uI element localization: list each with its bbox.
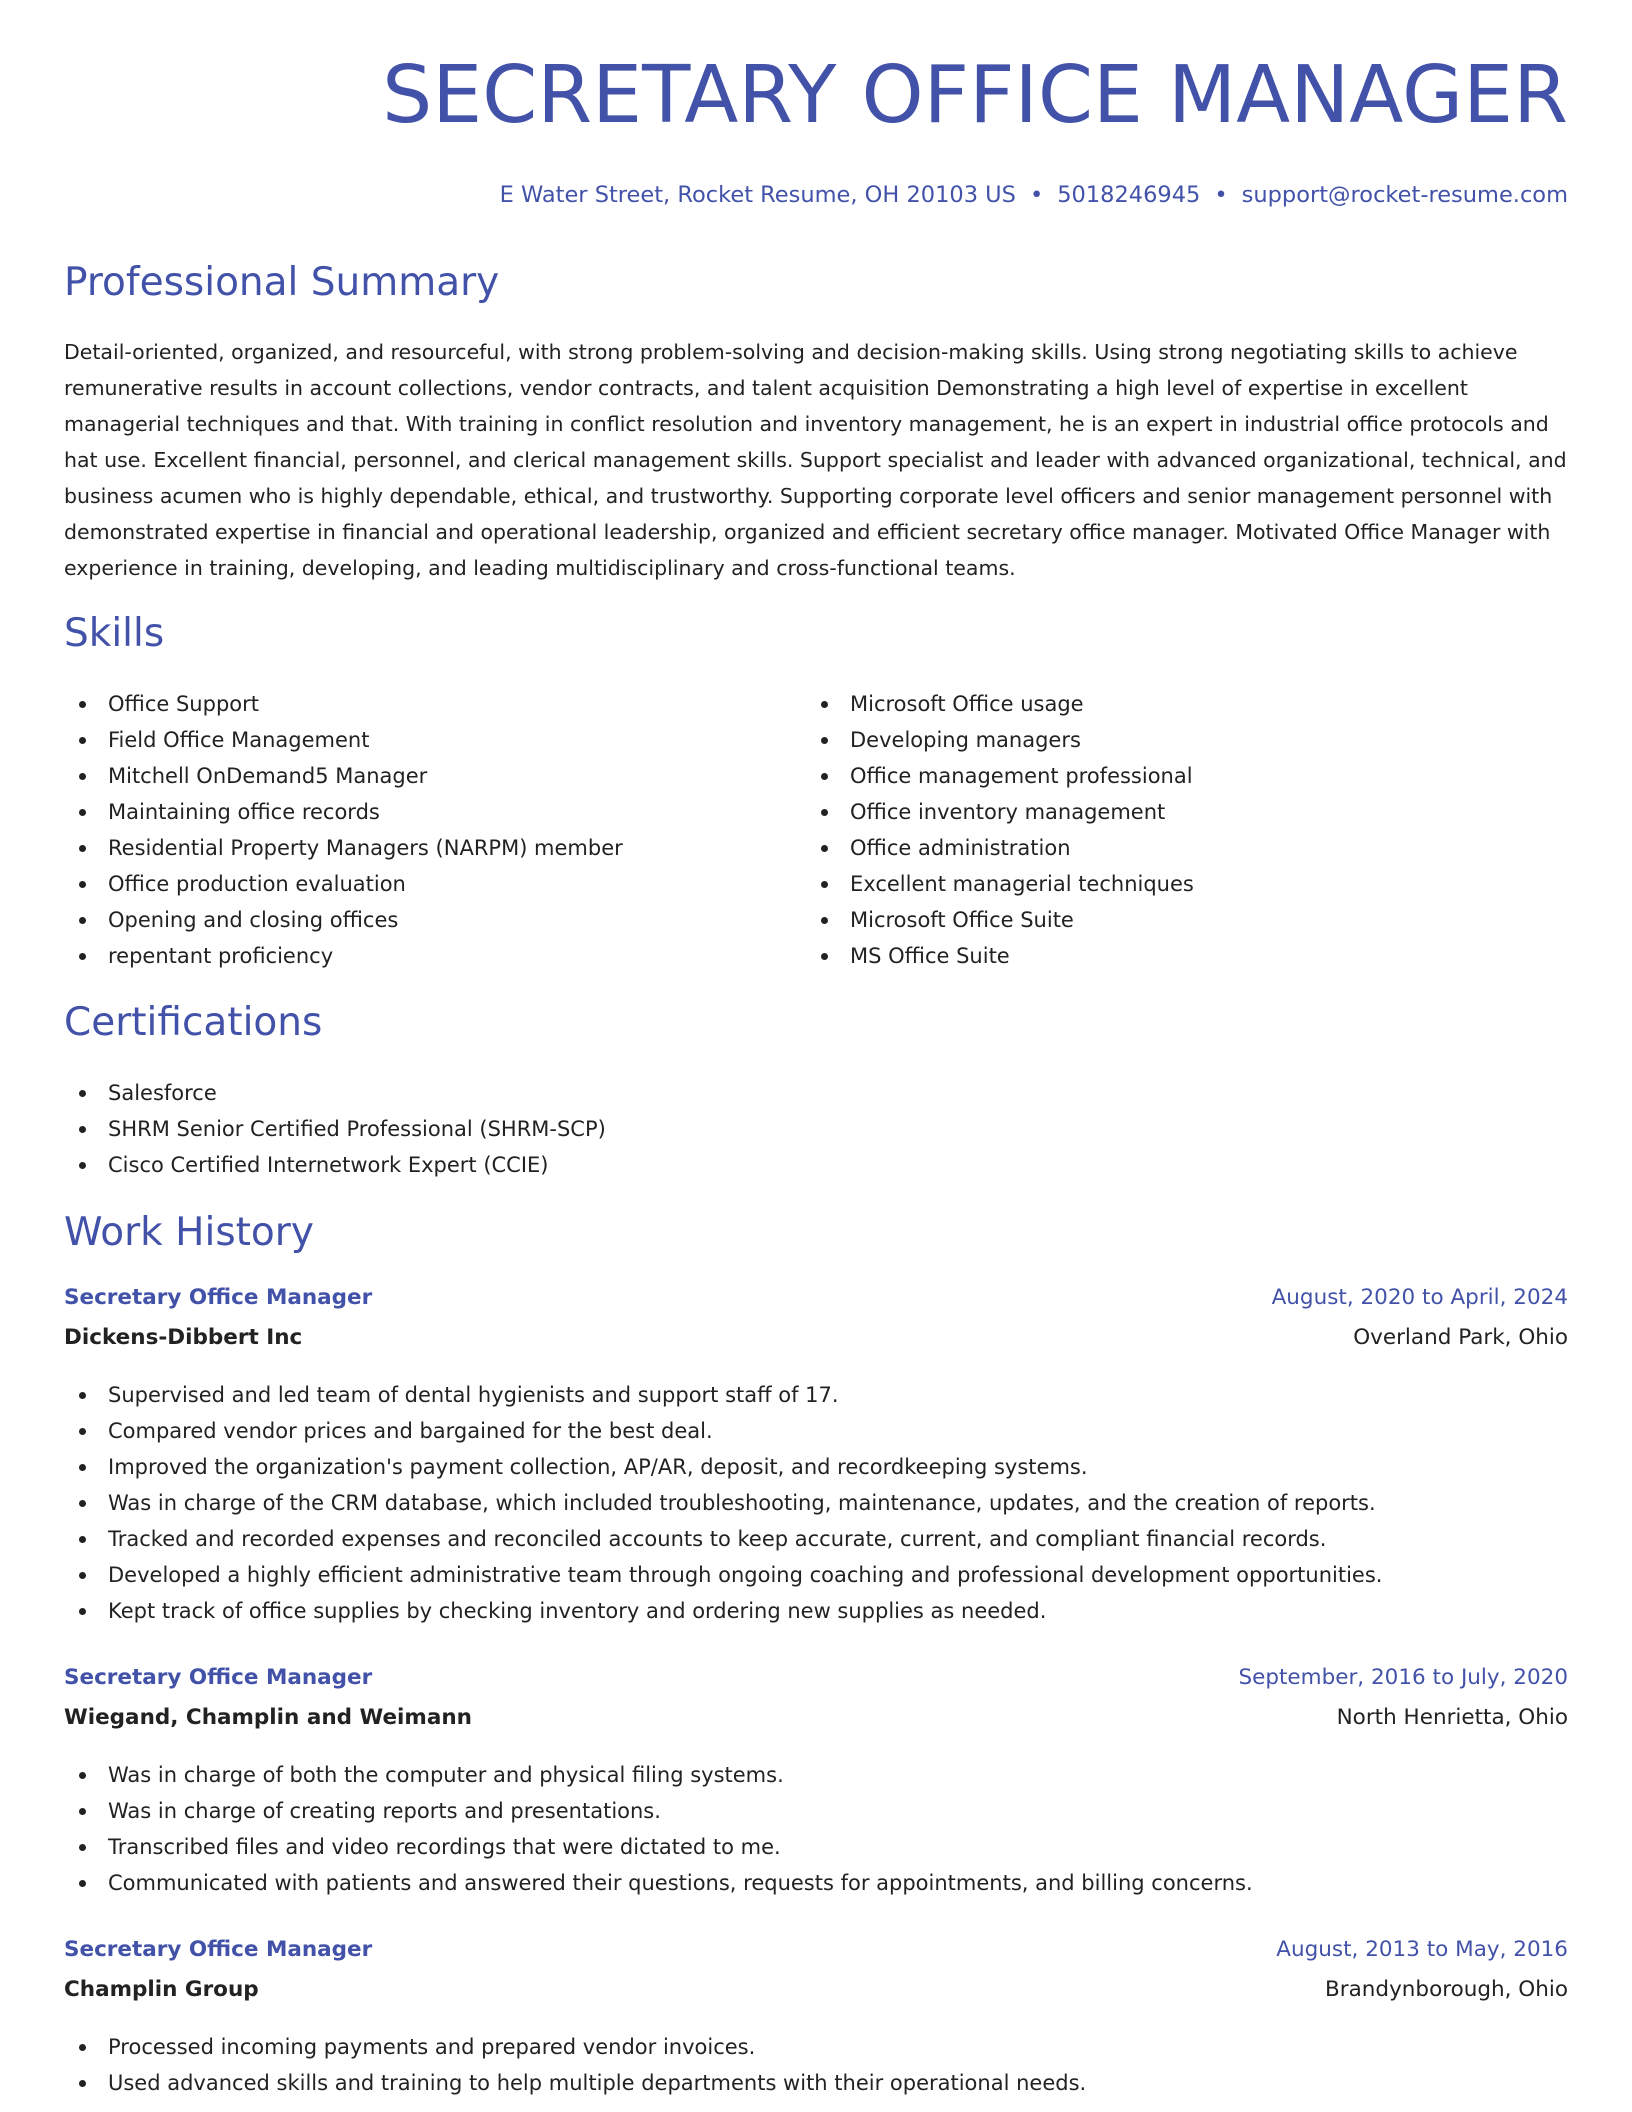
job-responsibility-item-text: Processed incoming payments and prepared vendor invoices. bbox=[108, 2035, 756, 2059]
skill-item-text: Maintaining office records bbox=[108, 800, 380, 824]
job-title: Secretary Office Manager bbox=[64, 1285, 373, 1310]
job-title-row bbox=[64, 1285, 1568, 1325]
job-responsibility-item-text: Was in charge of creating reports and presentations. bbox=[108, 1799, 661, 1823]
job-responsibility-item-text: Developed a highly efficient administrative team through ongoing coaching and professional development opportunities. bbox=[108, 1563, 1383, 1587]
job-responsibility-item bbox=[64, 1413, 1568, 1449]
bullet-icon bbox=[79, 953, 86, 960]
job-location: Overland Park, Ohio bbox=[1353, 1325, 1568, 1350]
skills-heading: Skills bbox=[64, 611, 165, 656]
skill-item-text: Field Office Management bbox=[108, 728, 370, 752]
job-responsibilities bbox=[64, 1377, 1568, 1629]
bullet-icon bbox=[79, 2080, 86, 2087]
bullet-icon bbox=[821, 737, 828, 744]
bullet-icon bbox=[79, 1772, 86, 1779]
bullet-icon bbox=[79, 1392, 86, 1399]
job-responsibilities bbox=[64, 2029, 1568, 2101]
job-location: Brandynborough, Ohio bbox=[1325, 1977, 1568, 2002]
skill-item-text: Developing managers bbox=[850, 728, 1081, 752]
job-responsibility-list bbox=[64, 1757, 1568, 1901]
bullet-icon bbox=[79, 1808, 86, 1815]
skill-item bbox=[64, 758, 804, 794]
job-dates: August, 2020 to April, 2024 bbox=[1271, 1285, 1568, 1310]
bullet-icon bbox=[821, 953, 828, 960]
job-company-row bbox=[64, 1325, 1568, 1365]
job-responsibility-item-text: Tracked and recorded expenses and reconciled accounts to keep accurate, current, and compliant financial records. bbox=[108, 1527, 1327, 1551]
bullet-icon bbox=[79, 1090, 86, 1097]
bullet-icon bbox=[79, 1464, 86, 1471]
certification-item-text: Cisco Certified Internetwork Expert (CCIE) bbox=[108, 1153, 549, 1177]
bullet-icon bbox=[821, 809, 828, 816]
job-responsibility-item-text: Transcribed files and video recordings that were dictated to me. bbox=[108, 1835, 781, 1859]
contact-separator: • bbox=[1214, 182, 1228, 208]
bullet-icon bbox=[79, 773, 86, 780]
job-responsibility-item bbox=[64, 1829, 1568, 1865]
bullet-icon bbox=[79, 845, 86, 852]
bullet-icon bbox=[79, 1608, 86, 1615]
skill-item-text: Office Support bbox=[108, 692, 259, 716]
bullet-icon bbox=[79, 809, 86, 816]
bullet-icon bbox=[79, 1500, 86, 1507]
skill-item bbox=[806, 866, 1546, 902]
skill-item-text: repentant proficiency bbox=[108, 944, 334, 968]
job-responsibility-list bbox=[64, 1377, 1568, 1629]
bullet-icon bbox=[821, 773, 828, 780]
job-responsibility-item bbox=[64, 2029, 1568, 2065]
skill-item-text: Office inventory management bbox=[850, 800, 1166, 824]
job-responsibility-item-text: Used advanced skills and training to help multiple departments with their operational needs. bbox=[108, 2071, 1087, 2095]
job-title-row bbox=[64, 1665, 1568, 1705]
bullet-icon bbox=[821, 701, 828, 708]
job-company-row bbox=[64, 1977, 1568, 2017]
job-responsibility-item-text: Communicated with patients and answered their questions, requests for appointments, and billing concerns. bbox=[108, 1871, 1253, 1895]
job-responsibility-item-text: Kept track of office supplies by checking inventory and ordering new supplies as needed. bbox=[108, 1599, 1047, 1623]
skill-item bbox=[64, 686, 804, 722]
contact-line bbox=[500, 182, 1568, 208]
job-responsibility-item-text: Was in charge of the CRM database, which included troubleshooting, maintenance, updates, and the creation of reports. bbox=[108, 1491, 1376, 1515]
skill-item-text: Office production evaluation bbox=[108, 872, 406, 896]
job-responsibility-item-text: Was in charge of both the computer and physical filing systems. bbox=[108, 1763, 784, 1787]
bullet-icon bbox=[79, 1844, 86, 1851]
certification-item-text: SHRM Senior Certified Professional (SHRM-SCP) bbox=[108, 1117, 606, 1141]
bullet-icon bbox=[79, 917, 86, 924]
skill-item bbox=[64, 722, 804, 758]
summary-heading: Professional Summary bbox=[64, 260, 500, 305]
job-entry bbox=[64, 1937, 1568, 2101]
job-company-row bbox=[64, 1705, 1568, 1745]
bullet-icon bbox=[821, 881, 828, 888]
certification-item bbox=[64, 1147, 964, 1183]
skills-list-right bbox=[806, 686, 1546, 974]
certifications-heading: Certifications bbox=[64, 1000, 323, 1045]
contact-separator: • bbox=[1029, 182, 1044, 208]
job-responsibility-item bbox=[64, 1449, 1568, 1485]
job-responsibility-list bbox=[64, 2029, 1568, 2101]
certification-item bbox=[64, 1075, 964, 1111]
skill-item-text: Mitchell OnDemand5 Manager bbox=[108, 764, 428, 788]
job-responsibility-item bbox=[64, 1793, 1568, 1829]
job-responsibility-item-text: Compared vendor prices and bargained for the best deal. bbox=[108, 1419, 713, 1443]
skill-item-text: Excellent managerial techniques bbox=[850, 872, 1194, 896]
skill-item-text: MS Office Suite bbox=[850, 944, 1010, 968]
job-entry bbox=[64, 1665, 1568, 1901]
skills-column-left bbox=[64, 686, 804, 974]
candidate-name: SECRETARY OFFICE MANAGER bbox=[382, 49, 1568, 141]
bullet-icon bbox=[79, 1572, 86, 1579]
job-responsibility-item-text: Improved the organization's payment collection, AP/AR, deposit, and recordkeeping systems. bbox=[108, 1455, 1088, 1479]
bullet-icon bbox=[79, 1880, 86, 1887]
skill-item bbox=[64, 830, 804, 866]
bullet-icon bbox=[821, 917, 828, 924]
skill-item bbox=[806, 722, 1546, 758]
summary-text: Detail-oriented, organized, and resourceful, with strong problem-solving and decision-making skills. Using strong negotiating skills to achieve remunerative results in account collections, vendor contracts, and talent acquisition Demonstrating a high level of expertise in excellent managerial techniques and that. With training in conflict resolution and inventory management, he is an expert in industrial office protocols and hat use. Excellent financial, personnel, and clerical management skills. Support specialist and leader with advanced organizational, technical, and business acumen who is highly dependable, ethical, and trustworthy. Supporting corporate level officers and senior management personnel with demonstrated expertise in financial and operational leadership, organized and efficient secretary office manager. Motivated Office Manager with experience in training, developing, and leading multidisciplinary and cross-functional teams. bbox=[64, 340, 1567, 580]
skill-item-text: Microsoft Office Suite bbox=[850, 908, 1074, 932]
bullet-icon bbox=[79, 1126, 86, 1133]
job-responsibility-item bbox=[64, 1485, 1568, 1521]
bullet-icon bbox=[79, 2044, 86, 2051]
contact-address: E Water Street, Rocket Resume, OH 20103 US bbox=[499, 182, 1016, 208]
work-history-heading: Work History bbox=[64, 1210, 314, 1255]
skills-column-right bbox=[806, 686, 1546, 974]
skill-item-text: Office administration bbox=[850, 836, 1071, 860]
skill-item bbox=[806, 938, 1546, 974]
bullet-icon bbox=[79, 881, 86, 888]
job-responsibilities bbox=[64, 1757, 1568, 1901]
job-title: Secretary Office Manager bbox=[64, 1665, 373, 1690]
skill-item bbox=[806, 902, 1546, 938]
skill-item bbox=[64, 866, 804, 902]
job-company: Champlin Group bbox=[64, 1977, 259, 2002]
job-responsibility-item bbox=[64, 1377, 1568, 1413]
skill-item bbox=[806, 794, 1546, 830]
job-company: Wiegand, Champlin and Weimann bbox=[64, 1705, 472, 1730]
bullet-icon bbox=[79, 1162, 86, 1169]
job-responsibility-item bbox=[64, 1865, 1568, 1901]
job-responsibility-item bbox=[64, 1557, 1568, 1593]
contact-phone: 5018246945 bbox=[1057, 182, 1201, 208]
job-dates: August, 2013 to May, 2016 bbox=[1276, 1937, 1568, 1962]
job-location: North Henrietta, Ohio bbox=[1336, 1705, 1568, 1730]
job-dates: September, 2016 to July, 2020 bbox=[1238, 1665, 1568, 1690]
certifications-list bbox=[64, 1075, 964, 1183]
job-title-row bbox=[64, 1937, 1568, 1977]
skill-item-text: Microsoft Office usage bbox=[850, 692, 1084, 716]
certifications-block bbox=[64, 1075, 964, 1183]
skill-item bbox=[806, 830, 1546, 866]
job-responsibility-item bbox=[64, 1521, 1568, 1557]
skill-item bbox=[64, 938, 804, 974]
bullet-icon bbox=[79, 1536, 86, 1543]
job-title: Secretary Office Manager bbox=[64, 1937, 373, 1962]
job-entry bbox=[64, 1285, 1568, 1629]
job-responsibility-item bbox=[64, 1757, 1568, 1793]
certification-item bbox=[64, 1111, 964, 1147]
job-responsibility-item bbox=[64, 1593, 1568, 1629]
job-responsibility-item-text: Supervised and led team of dental hygienists and support staff of 17. bbox=[108, 1383, 839, 1407]
job-responsibility-item bbox=[64, 2065, 1568, 2101]
bullet-icon bbox=[79, 701, 86, 708]
skill-item-text: Residential Property Managers (NARPM) member bbox=[108, 836, 623, 860]
certification-item-text: Salesforce bbox=[108, 1081, 217, 1105]
job-company: Dickens-Dibbert Inc bbox=[64, 1325, 303, 1350]
skill-item bbox=[806, 758, 1546, 794]
bullet-icon bbox=[79, 1428, 86, 1435]
bullet-icon bbox=[821, 845, 828, 852]
skill-item bbox=[806, 686, 1546, 722]
skill-item-text: Office management professional bbox=[850, 764, 1193, 788]
skill-item bbox=[64, 794, 804, 830]
contact-email[interactable]: support@rocket-resume.com bbox=[1241, 182, 1568, 208]
skill-item-text: Opening and closing offices bbox=[108, 908, 399, 932]
skill-item bbox=[64, 902, 804, 938]
skills-list-left bbox=[64, 686, 804, 974]
bullet-icon bbox=[79, 737, 86, 744]
